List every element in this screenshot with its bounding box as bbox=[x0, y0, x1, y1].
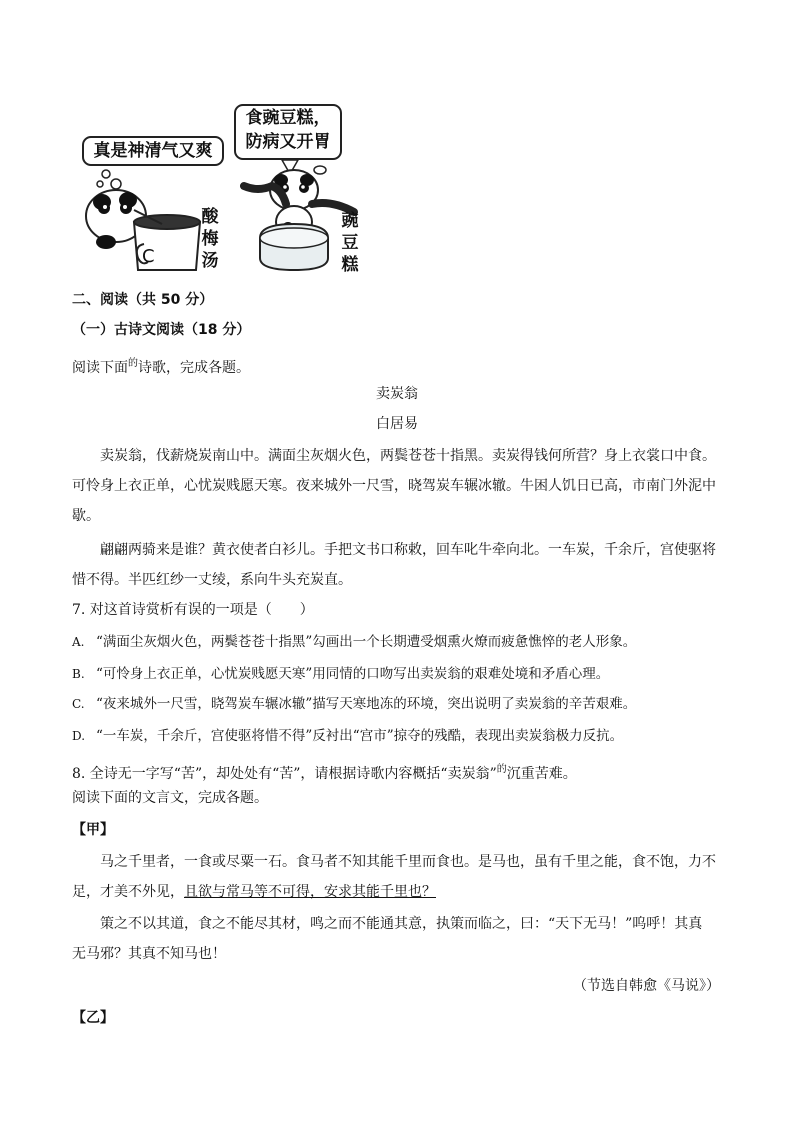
left-caption-char: 梅 bbox=[201, 229, 219, 249]
prose-paragraph-2-line-1: 策之不以其道，食之不能尽其材，鸣之而不能通其意，执策而临之，曰：“天下无马！”呜呼！其真 bbox=[100, 916, 703, 932]
option-c bbox=[72, 694, 636, 714]
right-caption bbox=[340, 210, 360, 276]
poem-line: 歇。 bbox=[72, 508, 100, 524]
illustration bbox=[76, 104, 368, 276]
poem-line: 翩翩两骑来是谁？黄衣使者白衫儿。手把文书口称敕，回车叱牛牵向北。一车炭，千余斤，宫使驱将 bbox=[100, 542, 716, 558]
right-speech-bubble bbox=[234, 104, 342, 160]
right-bubble-line1: 食豌豆糕， bbox=[245, 108, 331, 128]
section-subtitle: （一）古诗文阅读（18 分） bbox=[72, 322, 251, 338]
option-text: “夜来城外一尺雪，晓驾炭车辗冰辙”描写天寒地冻的环境，突出说明了卖炭翁的辛苦艰难。 bbox=[96, 696, 637, 712]
poem-line: 卖炭翁，伐薪烧炭南山中。满面尘灰烟火色，两鬓苍苍十指黑。卖炭得钱何所营？身上衣裳口中食。 bbox=[100, 448, 716, 464]
prose-source: （节选自韩愈《马说》） bbox=[573, 978, 720, 994]
poem-author: 白居易 bbox=[376, 416, 418, 432]
right-caption-char: 豌 bbox=[341, 211, 359, 231]
left-bubble-text: 真是神清气又爽 bbox=[93, 141, 213, 161]
option-d bbox=[72, 726, 623, 746]
prose-paragraph-1-line-1: 马之千里者，一食或尽粟一石。食马者不知其能千里而食也。是马也，虽有千里之能，食不饱，力不 bbox=[100, 854, 716, 870]
option-a bbox=[72, 632, 636, 652]
question-7: 7. 对这首诗赏析有误的一项是（ ） bbox=[72, 602, 314, 618]
option-label: A. bbox=[72, 635, 85, 649]
poem-line: 可怜身上衣正单，心忧炭贱愿天寒。夜来城外一尺雪，晓驾炭车辗冰辙。牛困人饥日已高，市南门外泥中 bbox=[72, 478, 716, 494]
section-title: 二、阅读（共 50 分） bbox=[72, 292, 214, 308]
question-8-b: 沉重苦难。 bbox=[506, 766, 577, 782]
prose-intro: 阅读下面的文言文，完成各题。 bbox=[72, 790, 268, 806]
poem-intro bbox=[72, 354, 250, 378]
prose-underlined-sentence: 且欲与常马等不可得，安求其能千里也？ bbox=[184, 884, 436, 900]
left-caption-char: 汤 bbox=[201, 251, 219, 271]
right-caption-char: 糕 bbox=[341, 255, 359, 275]
option-text: “一车炭，千余斤，宫使驱将惜不得”反衬出“宫市”掠夺的残酷，表现出卖炭翁极力反抗。 bbox=[96, 728, 624, 744]
right-bubble-line2: 防病又开胃 bbox=[245, 132, 331, 152]
question-8-small: 的 bbox=[496, 764, 507, 775]
option-label: D. bbox=[72, 729, 86, 743]
left-caption bbox=[200, 206, 220, 272]
yi-label: 【乙】 bbox=[72, 1010, 114, 1026]
question-8-a: 8. 全诗无一字写“苦”，却处处有“苦”，请根据诗歌内容概括“卖炭翁” bbox=[72, 766, 497, 782]
poem-title: 卖炭翁 bbox=[376, 386, 418, 402]
left-speech-bubble bbox=[82, 136, 224, 166]
poem-intro-a: 阅读下面 bbox=[72, 360, 128, 376]
option-label: B. bbox=[72, 667, 85, 681]
poem-line: 惜不得。半匹红纱一丈绫，系向牛头充炭直。 bbox=[72, 572, 352, 588]
option-text: “可怜身上衣正单，心忧炭贱愿天寒”用同情的口吻写出卖炭翁的艰难处境和矛盾心理。 bbox=[96, 666, 610, 682]
prose-paragraph-1-line-2 bbox=[72, 882, 436, 902]
option-text: “满面尘灰烟火色，两鬓苍苍十指黑”勾画出一个长期遭受烟熏火燎而疲惫憔悴的老人形象。 bbox=[96, 634, 637, 650]
prose-plain-text: 足，才美不外见， bbox=[72, 884, 184, 900]
jia-label: 【甲】 bbox=[72, 822, 114, 838]
mug-letter: C bbox=[142, 246, 155, 267]
poem-intro-b: 诗歌，完成各题。 bbox=[138, 360, 250, 376]
right-caption-char: 豆 bbox=[341, 233, 359, 253]
option-label: C. bbox=[72, 697, 85, 711]
option-b bbox=[72, 664, 609, 684]
question-8 bbox=[72, 760, 577, 784]
prose-paragraph-2-line-2: 无马邪？其真不知马也！ bbox=[72, 946, 226, 962]
poem-intro-small: 的 bbox=[128, 358, 138, 369]
left-caption-char: 酸 bbox=[201, 207, 219, 227]
